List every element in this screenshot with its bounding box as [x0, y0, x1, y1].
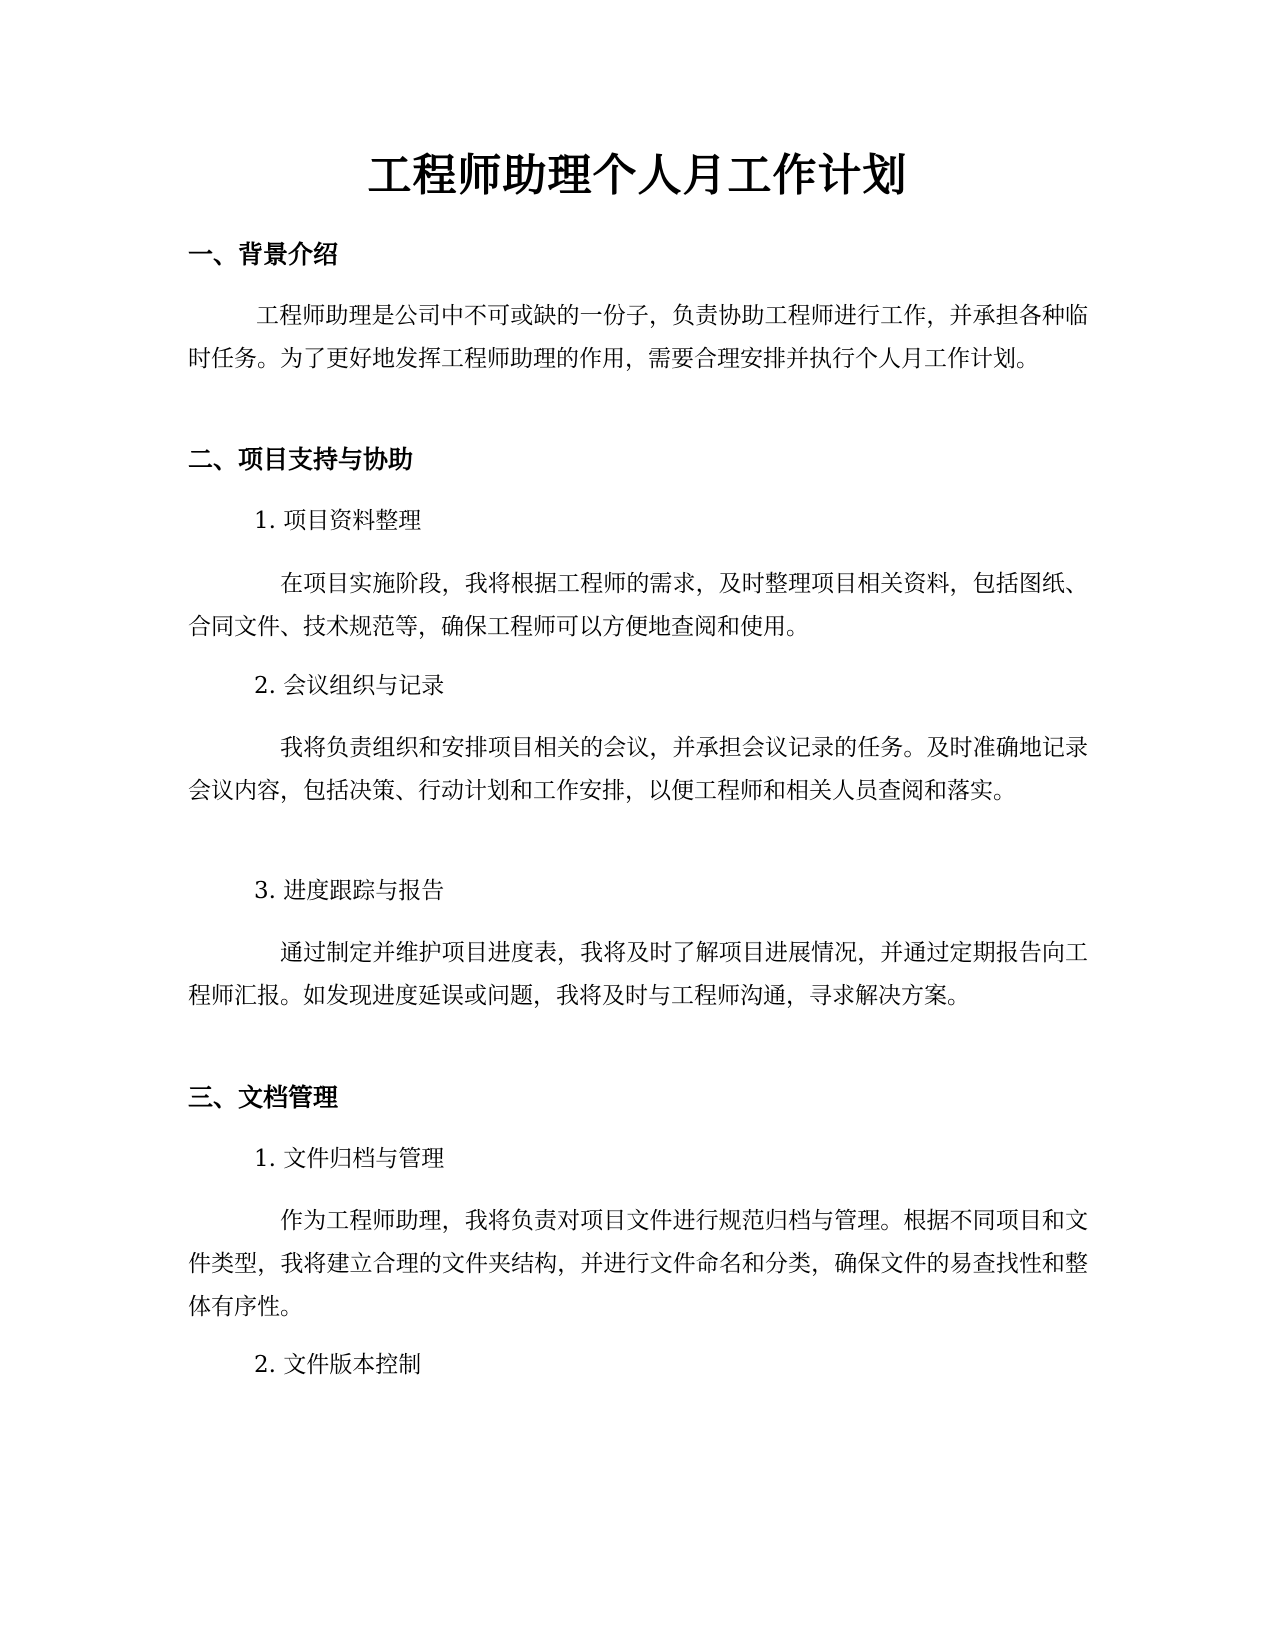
- subheading-filing: 1. 文件归档与管理: [254, 1146, 445, 1172]
- paragraph-background: 工程师助理是公司中不可或缺的一份子，负责协助工程师进行工作，并承担各种临时任务。为了更好地发挥工程师助理的作用，需要合理安排并执行个人月工作计划。: [188, 303, 1088, 372]
- subheading-project-materials: 1. 项目资料整理: [254, 508, 422, 534]
- paragraph-filing: 作为工程师助理，我将负责对项目文件进行规范归档与管理。根据不同项目和文件类型，我将建立合理的文件夹结构，并进行文件命名和分类，确保文件的易查找性和整体有序性。: [188, 1208, 1088, 1320]
- section-heading-project-support: 二、项目支持与协助: [188, 445, 414, 474]
- paragraph-project-materials: 在项目实施阶段，我将根据工程师的需求，及时整理项目相关资料，包括图纸、合同文件、技术规范等，确保工程师可以方便地查阅和使用。: [188, 571, 1088, 640]
- subheading-meetings: 2. 会议组织与记录: [254, 673, 445, 699]
- section-heading-background: 一、背景介绍: [188, 240, 339, 269]
- section-heading-document-management: 三、文档管理: [188, 1083, 339, 1112]
- document-title: 工程师助理个人月工作计划: [367, 150, 908, 201]
- subheading-version-control: 2. 文件版本控制: [254, 1352, 422, 1378]
- subheading-progress: 3. 进度跟踪与报告: [254, 878, 445, 904]
- paragraph-meetings: 我将负责组织和安排项目相关的会议，并承担会议记录的任务。及时准确地记录会议内容，包括决策、行动计划和工作安排，以便工程师和相关人员查阅和落实。: [188, 735, 1088, 804]
- paragraph-progress: 通过制定并维护项目进度表，我将及时了解项目进展情况，并通过定期报告向工程师汇报。如发现进度延误或问题，我将及时与工程师沟通，寻求解决方案。: [188, 940, 1088, 1009]
